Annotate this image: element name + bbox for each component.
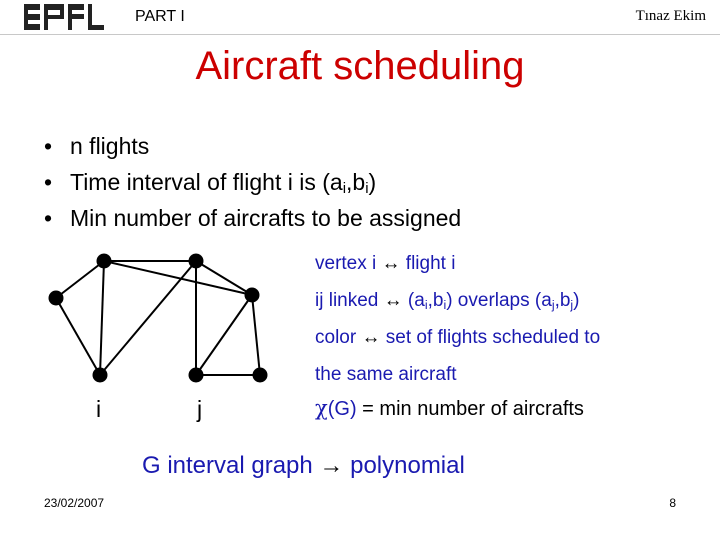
definition-color: color ↔ set of flights scheduled to bbox=[315, 327, 601, 348]
graph-vertex bbox=[189, 368, 204, 383]
graph-vertex bbox=[49, 291, 64, 306]
definitions bbox=[315, 250, 600, 398]
bullet-item: • Time interval of flight i is $(a_i,b_i)$ bbox=[44, 169, 377, 197]
graph-edge bbox=[104, 261, 252, 295]
graph-edge bbox=[100, 261, 196, 375]
graph-vertex bbox=[97, 254, 112, 269]
graph-vertex bbox=[93, 368, 108, 383]
definition-edge: ij linked ↔ $(a_i,b_i)$ overlaps $(a_j,b_j)$ bbox=[315, 290, 580, 312]
definition-vertex: vertex i ↔ flight i bbox=[315, 253, 456, 274]
graph-edge bbox=[56, 261, 104, 298]
conclusion: G interval graph → polynomial bbox=[142, 452, 465, 479]
slide-title: Aircraft scheduling bbox=[195, 44, 525, 88]
graph-vertex bbox=[253, 368, 268, 383]
epfl-logo bbox=[24, 0, 110, 34]
graph-vertex bbox=[189, 254, 204, 269]
bullet-item: • Min number of aircrafts to be assigned bbox=[44, 205, 462, 231]
interval-graph bbox=[40, 245, 280, 435]
chromatic-number-definition: χ(G) = min number of aircrafts bbox=[315, 396, 584, 420]
graph-edge bbox=[196, 261, 252, 295]
vertex-label-j: j bbox=[197, 396, 203, 422]
header-divider bbox=[0, 34, 720, 35]
author-name: Tınaz Ekim bbox=[635, 8, 706, 24]
part-label: PART I bbox=[135, 8, 185, 25]
page-number: 8 bbox=[669, 496, 676, 510]
graph-edge bbox=[196, 295, 252, 375]
graph-edge bbox=[56, 298, 100, 375]
graph-vertex bbox=[245, 288, 260, 303]
bullet-item: • n flights bbox=[44, 133, 150, 159]
vertex-label-i: i bbox=[96, 396, 102, 422]
footer-date: 23/02/2007 bbox=[44, 496, 105, 510]
graph-edge bbox=[100, 261, 104, 375]
graph-edge bbox=[252, 295, 260, 375]
definition-color-cont: the same aircraft bbox=[315, 364, 457, 385]
bullet-list bbox=[44, 130, 461, 238]
